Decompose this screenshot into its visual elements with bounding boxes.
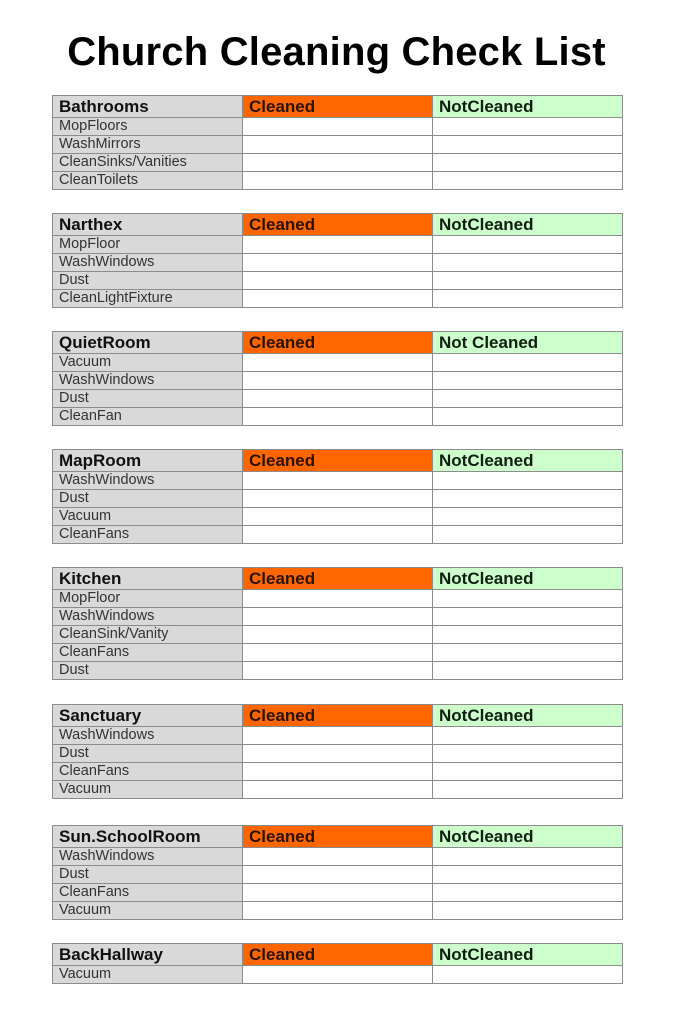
task-label: CleanFans (53, 884, 243, 902)
cleaned-checkbox-cell[interactable] (243, 608, 433, 626)
section-name: QuietRoom (53, 332, 243, 354)
task-label: Dust (53, 390, 243, 408)
cleaned-checkbox-cell[interactable] (243, 763, 433, 781)
not-cleaned-checkbox-cell[interactable] (433, 590, 623, 608)
cleaned-header: Cleaned (243, 214, 433, 236)
section-narthex (52, 213, 623, 308)
task-label: WashMirrors (53, 136, 243, 154)
task-label: MopFloors (53, 118, 243, 136)
task-row (53, 408, 623, 426)
task-label: CleanSink/Vanity (53, 626, 243, 644)
task-row (53, 154, 623, 172)
task-label: WashWindows (53, 727, 243, 745)
cleaned-checkbox-cell[interactable] (243, 727, 433, 745)
not-cleaned-checkbox-cell[interactable] (433, 118, 623, 136)
task-row (53, 172, 623, 190)
task-label: Vacuum (53, 508, 243, 526)
not-cleaned-checkbox-cell[interactable] (433, 644, 623, 662)
cleaned-header: Cleaned (243, 568, 433, 590)
page-title: Church Cleaning Check List (67, 30, 606, 74)
section-name: Sanctuary (53, 705, 243, 727)
not-cleaned-checkbox-cell[interactable] (433, 408, 623, 426)
task-label: Dust (53, 272, 243, 290)
section-name: Kitchen (53, 568, 243, 590)
task-row (53, 508, 623, 526)
cleaned-checkbox-cell[interactable] (243, 884, 433, 902)
not-cleaned-checkbox-cell[interactable] (433, 884, 623, 902)
cleaned-checkbox-cell[interactable] (243, 902, 433, 920)
cleaned-checkbox-cell[interactable] (243, 508, 433, 526)
section-name: Narthex (53, 214, 243, 236)
cleaned-checkbox-cell[interactable] (243, 662, 433, 680)
task-row (53, 902, 623, 920)
cleaned-checkbox-cell[interactable] (243, 390, 433, 408)
task-row (53, 848, 623, 866)
task-label: CleanFans (53, 644, 243, 662)
task-label: Dust (53, 490, 243, 508)
task-row (53, 472, 623, 490)
cleaned-checkbox-cell[interactable] (243, 781, 433, 799)
section-header-row (53, 826, 623, 848)
cleaned-checkbox-cell[interactable] (243, 118, 433, 136)
not-cleaned-checkbox-cell[interactable] (433, 136, 623, 154)
task-row (53, 590, 623, 608)
not-cleaned-checkbox-cell[interactable] (433, 372, 623, 390)
cleaned-header: Cleaned (243, 944, 433, 966)
not-cleaned-checkbox-cell[interactable] (433, 254, 623, 272)
cleaned-checkbox-cell[interactable] (243, 626, 433, 644)
cleaned-checkbox-cell[interactable] (243, 172, 433, 190)
not-cleaned-header: NotCleaned (433, 450, 623, 472)
task-row (53, 526, 623, 544)
task-label: MopFloor (53, 590, 243, 608)
section-backhallway (52, 943, 623, 984)
cleaned-header: Cleaned (243, 705, 433, 727)
not-cleaned-checkbox-cell[interactable] (433, 172, 623, 190)
not-cleaned-checkbox-cell[interactable] (433, 472, 623, 490)
task-row (53, 866, 623, 884)
task-row (53, 136, 623, 154)
task-row (53, 354, 623, 372)
not-cleaned-checkbox-cell[interactable] (433, 508, 623, 526)
task-label: Vacuum (53, 966, 243, 984)
section-header-row (53, 705, 623, 727)
task-row (53, 644, 623, 662)
section-sanctuary (52, 704, 623, 799)
cleaned-checkbox-cell[interactable] (243, 290, 433, 308)
cleaned-checkbox-cell[interactable] (243, 590, 433, 608)
task-label: Dust (53, 662, 243, 680)
cleaned-checkbox-cell[interactable] (243, 848, 433, 866)
not-cleaned-checkbox-cell[interactable] (433, 902, 623, 920)
task-row (53, 390, 623, 408)
not-cleaned-header: NotCleaned (433, 826, 623, 848)
not-cleaned-checkbox-cell[interactable] (433, 966, 623, 984)
task-row (53, 626, 623, 644)
not-cleaned-checkbox-cell[interactable] (433, 354, 623, 372)
section-header-row (53, 96, 623, 118)
task-label: WashWindows (53, 254, 243, 272)
cleaned-checkbox-cell[interactable] (243, 136, 433, 154)
section-name: Sun.SchoolRoom (53, 826, 243, 848)
not-cleaned-checkbox-cell[interactable] (433, 866, 623, 884)
task-row (53, 290, 623, 308)
section-header-row (53, 568, 623, 590)
not-cleaned-checkbox-cell[interactable] (433, 848, 623, 866)
not-cleaned-checkbox-cell[interactable] (433, 745, 623, 763)
task-label: CleanFan (53, 408, 243, 426)
section-header-row (53, 450, 623, 472)
cleaned-checkbox-cell[interactable] (243, 254, 433, 272)
task-row (53, 118, 623, 136)
not-cleaned-checkbox-cell[interactable] (433, 154, 623, 172)
section-header-row (53, 944, 623, 966)
task-row (53, 236, 623, 254)
not-cleaned-checkbox-cell[interactable] (433, 272, 623, 290)
section-bathrooms (52, 95, 623, 190)
section-sun-schoolroom (52, 825, 623, 920)
cleaned-header: Cleaned (243, 826, 433, 848)
cleaned-checkbox-cell[interactable] (243, 866, 433, 884)
not-cleaned-checkbox-cell[interactable] (433, 662, 623, 680)
section-kitchen (52, 567, 623, 680)
task-label: CleanLightFixture (53, 290, 243, 308)
not-cleaned-header: NotCleaned (433, 96, 623, 118)
task-label: Vacuum (53, 781, 243, 799)
task-row (53, 662, 623, 680)
section-quietroom (52, 331, 623, 426)
cleaned-header: Cleaned (243, 332, 433, 354)
not-cleaned-header: NotCleaned (433, 944, 623, 966)
task-row (53, 372, 623, 390)
cleaned-checkbox-cell[interactable] (243, 644, 433, 662)
not-cleaned-checkbox-cell[interactable] (433, 236, 623, 254)
cleaned-checkbox-cell[interactable] (243, 745, 433, 763)
task-row (53, 966, 623, 984)
task-row (53, 727, 623, 745)
not-cleaned-header: NotCleaned (433, 568, 623, 590)
task-label: CleanToilets (53, 172, 243, 190)
section-header-row (53, 214, 623, 236)
task-label: CleanFans (53, 763, 243, 781)
section-header-row (53, 332, 623, 354)
cleaned-header: Cleaned (243, 450, 433, 472)
not-cleaned-header: Not Cleaned (433, 332, 623, 354)
task-label: Dust (53, 745, 243, 763)
not-cleaned-checkbox-cell[interactable] (433, 490, 623, 508)
not-cleaned-checkbox-cell[interactable] (433, 290, 623, 308)
task-label: Dust (53, 866, 243, 884)
cleaned-checkbox-cell[interactable] (243, 526, 433, 544)
cleaned-checkbox-cell[interactable] (243, 472, 433, 490)
task-row (53, 608, 623, 626)
not-cleaned-checkbox-cell[interactable] (433, 390, 623, 408)
task-label: Vacuum (53, 902, 243, 920)
cleaned-checkbox-cell[interactable] (243, 154, 433, 172)
cleaned-checkbox-cell[interactable] (243, 966, 433, 984)
task-label: WashWindows (53, 472, 243, 490)
task-label: Vacuum (53, 354, 243, 372)
task-row (53, 781, 623, 799)
cleaned-checkbox-cell[interactable] (243, 408, 433, 426)
cleaned-checkbox-cell[interactable] (243, 372, 433, 390)
not-cleaned-checkbox-cell[interactable] (433, 781, 623, 799)
task-label: CleanSinks/Vanities (53, 154, 243, 172)
cleaned-checkbox-cell[interactable] (243, 272, 433, 290)
section-maproom (52, 449, 623, 544)
task-row (53, 490, 623, 508)
task-label: MopFloor (53, 236, 243, 254)
not-cleaned-checkbox-cell[interactable] (433, 727, 623, 745)
section-name: MapRoom (53, 450, 243, 472)
cleaned-checkbox-cell[interactable] (243, 354, 433, 372)
task-label: WashWindows (53, 848, 243, 866)
not-cleaned-checkbox-cell[interactable] (433, 763, 623, 781)
section-name: BackHallway (53, 944, 243, 966)
not-cleaned-header: NotCleaned (433, 705, 623, 727)
cleaned-checkbox-cell[interactable] (243, 490, 433, 508)
task-label: WashWindows (53, 608, 243, 626)
not-cleaned-header: NotCleaned (433, 214, 623, 236)
cleaned-header: Cleaned (243, 96, 433, 118)
task-row (53, 272, 623, 290)
task-row (53, 763, 623, 781)
not-cleaned-checkbox-cell[interactable] (433, 608, 623, 626)
cleaned-checkbox-cell[interactable] (243, 236, 433, 254)
task-row (53, 884, 623, 902)
task-row (53, 254, 623, 272)
not-cleaned-checkbox-cell[interactable] (433, 526, 623, 544)
task-label: WashWindows (53, 372, 243, 390)
task-label: CleanFans (53, 526, 243, 544)
task-row (53, 745, 623, 763)
section-name: Bathrooms (53, 96, 243, 118)
not-cleaned-checkbox-cell[interactable] (433, 626, 623, 644)
